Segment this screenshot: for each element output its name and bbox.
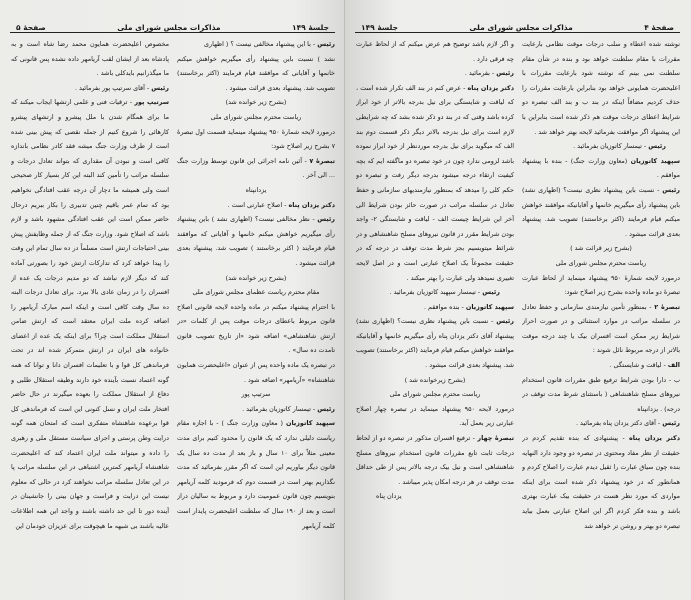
body-paragraph: با احترام پیشنهاد میکنم در ماده واحده لایحه قانونی اصلاح قانون مربوط باعطای درجات موقت پس از کلمات «در ارتش شاهنشاهی» اضافه شود «از تاریخ تصویب قانون تامدت ده سال» . bbox=[177, 302, 335, 355]
centered-heading: سرتیپ پور bbox=[241, 390, 271, 399]
speech-paragraph bbox=[11, 81, 169, 96]
column-right bbox=[177, 37, 335, 597]
centered-heading: (بشرح زیر خوانده شد) bbox=[225, 273, 287, 282]
speech-paragraph bbox=[177, 402, 335, 417]
body-paragraph: مخصوص اعلیحضرت همایون محمد رضا شاه است و به پادشاه بعد از ایشان لقب آریامهر داده نشده پس قانونی که ما میگذرانیم بایدکلی باشد . bbox=[11, 40, 169, 78]
speech-paragraph bbox=[177, 37, 335, 52]
speaker-name: دکتر یزدان پناه bbox=[288, 200, 335, 209]
speech-paragraph bbox=[177, 198, 335, 213]
publication-title: مذاکرات مجلس شورای ملی bbox=[117, 23, 221, 32]
speech-text: - نسبت باین پیشنهاد نظری نیست؟ (اظهاری نشد) باین پیشنهاد رأی میگیریم خانمها و آقایانیکه موافقند خواهش میکنم قیام فرمایند (اکثر برخاستند) تصویب شد. پیشنهاد بعدی قرائت میشود . bbox=[522, 185, 680, 238]
text-columns bbox=[10, 37, 335, 597]
speech-paragraph bbox=[356, 81, 514, 285]
speech-text: - آئین نامه اجرائی این قانون توسط وزارت جنگ ... الی آخر . bbox=[177, 156, 335, 180]
speech-text: - ترقیات فنی و علمی ارتشها ایجاب میکند که ما برای همگام شدن با ملل پیشرو و ارتشهای پیشرو کارهائی را شروع کنیم از جمله نقصی که پیش بینی شده است از طرف وزارت جنگ میشه فقد کادر نظامی باندازه کافی است و نبودن آن مقداری که بتواند تعادل درجات و سلسله مراتب را تأمین کند البته این کار بسیار کار صحیحی است ولی همیشه ما دچار آن درجه عقب افتادگی نخواهیم بود که تمام عمر باقیم چنین تدبیری را بکار ببریم درحال حاضر ممکن است این عقب افتادگی مشهود باشد و لازم باشد که اصلاح شود. وزارت جنگ که از جمله وظایفش پیش بینی احتیاجات ارتش است مسلماً در ده سال تمام این وقت را پیدا خواهد کرد که تدارکات ارتش خود را بصورتی آماده کند که دیگر لازم نباشد که دو مدیم درجات یک عده از افسران را در زمان عادی بالا ببرد. برای تعادل درجات البته ده سال وقت کافی است و اینکه اسم مبارک آریامهر را اضافه کرده ملت ایران معتقد است که ارتش ضامن استقلال مملکت است چرا؟ برای اینکه یک عده از اعضای خانواده های ایران در ارتش متمرکز شده اند در تحت فرماندهی کل قوا و با تعلیمات افسران دانا و توانا که همه گونه اعتماد نسبت بآینده خود دارند وظیفه استقلال طلبی و دفاع از استقلال مملکت را بعهده میگیرند در حال حاضر افتخار ملت ایران و نسل کنونی این است که فرماندهی کل قوا برعهده شاهنشاه متفکری است که امتحان همه گونه درایت وطن پرستی و اجرای سیاست مستقل ملی و رهبری را داده و میتواند ملت ایران اعتماد کند که اعلیحضرت شاهنشاه آریامهر کمترین اشتباهی در این سلسله مراتب پا در این تعادل سلسله مراتب نخواهند کرد در حالی که معلوم نیست این درایت و فراست و جهان بینی را جانشینان در آینده دور تا این حد داشته باشند و واجد این همه اطلاعات عالیه باشند بی شبهه ما هیچوقت برای عزیزان خودمان این bbox=[11, 98, 169, 530]
speech-text: - ترفیع افسران مذکور در تبصره دو از لحاظ درجات ثابت تابع مقررات قانون استخدام نیروهای مسلح شاهنشاهی است و نیل بیک درجه بالاتر پس از طی حداقل مدت توقف در هر درجه امکان پذیر میباشد . bbox=[356, 434, 514, 486]
speaker-name: تبصرهٔ ۷ bbox=[309, 156, 335, 165]
speech-paragraph bbox=[522, 431, 680, 533]
speaker-name: رئیس bbox=[496, 69, 514, 78]
speaker-name: رئیس bbox=[496, 317, 514, 326]
speech-text: - نظر مخالفی نیست؟ (اظهاری نشد ) باین پیشنهاد رأی میگیریم خواهش میکنم خانمها و آقایانی که موافقند قیام فرمایند ( اکثر برخاستند ) تصویب شد. پیشنهاد بعدی قرائت میشود . bbox=[177, 215, 335, 267]
speech-text: - تیمسار سپهبد کاتوزیان بفرمائید . bbox=[389, 288, 483, 297]
body-paragraph: ب - دارا بودن شرایط ترفیع طبق مقررات قانون استخدام نیروهای مسلح شاهنشاهی ( باستثنای شرط مدت توقف در درجه) . یزدانپناه bbox=[522, 375, 680, 413]
speech-text: - لیاقت و شایستگی . bbox=[609, 361, 668, 370]
body-paragraph: درمورد لایحه شمارهٔ ۹۵۰ پیشنهاد مینماید قسمت اول تبصرهٔ ۷ بشرح زیر اصلاح شود: bbox=[177, 127, 335, 151]
speaker-name: سپهبد کاتوزیان bbox=[286, 419, 335, 428]
body-paragraph: نشد ) نسبت باین پیشنهاد رأی میگیریم خواهش میکنم خانمها و آقایانی که موافقند قیام فرمایند (اکثر برخاستند) تصویب شد. پیشنهاد بعدی قرائت میشود . bbox=[177, 54, 335, 92]
speech-text: - تیمسار کاتوزیان بفرمائید . bbox=[242, 404, 318, 413]
speech-paragraph bbox=[356, 300, 514, 315]
centered-heading: مقام محترم ریاست عظمای مجلس شورای ملی bbox=[192, 288, 320, 297]
centered-heading: (بشرح زیرخوانده شد ) bbox=[404, 375, 466, 384]
speaker-name: رئیس bbox=[317, 40, 335, 48]
speech-paragraph bbox=[356, 66, 514, 81]
speech-paragraph bbox=[177, 416, 335, 533]
speech-text: - آقای دکتر یزدان پناه بفرمائید . bbox=[575, 419, 663, 428]
speech-text: (معاون وزارت جنگ) - بنده با پیشنهاد موافقم . bbox=[522, 156, 680, 180]
centered-heading: یزدانپناه bbox=[245, 185, 267, 194]
speaker-name: رئیس bbox=[482, 288, 500, 297]
column-left bbox=[11, 37, 169, 597]
page-header bbox=[10, 14, 335, 33]
speaker-name: دکتر یزدان پناه bbox=[467, 83, 514, 92]
body-paragraph: و اگر لازم باشد توضیح هم عرض میکنم که از لحاظ عبارت چه فرقی دارد . bbox=[356, 40, 514, 63]
speech-text: - تیمسار کاتوزیان بفرمائید . bbox=[573, 142, 649, 151]
speech-paragraph bbox=[522, 358, 680, 373]
speech-paragraph bbox=[522, 154, 680, 183]
body-paragraph: در تبصره یک ماده واحده پس از عنوان «اعلیحضرت همایون شاهنشاه» «آریامهر» اضافه شود . bbox=[177, 361, 335, 384]
speech-paragraph bbox=[356, 431, 514, 489]
speech-paragraph bbox=[522, 300, 680, 358]
page-header bbox=[355, 14, 680, 33]
centered-heading: (بشرح زیر قرائت شد ) bbox=[570, 244, 632, 253]
speaker-name: دکتر یزدان پناه bbox=[628, 434, 680, 443]
speech-text: - نسبت باین پیشنهاد نظری نیست؟ (اظهاری نشد) پیشنهاد آقای دکتر یزدان پناه رأی میگیریم خانمها و آقایانیکه موافقند خواهش میکنم قیام فرمایند (اکثر برخاستند) تصویب شد. پیشنهاد بعدی قرائت میشود . bbox=[356, 317, 514, 370]
speaker-name: رئیس bbox=[662, 185, 680, 194]
speech-paragraph bbox=[522, 139, 680, 154]
session-number: جلسهٔ ۱۴۹ bbox=[361, 23, 398, 32]
column-right bbox=[522, 37, 680, 597]
speaker-name: رئیس bbox=[648, 142, 666, 151]
speaker-name: سرتیپ پور bbox=[134, 98, 169, 107]
centered-heading: ریاست محترم مجلس شورای ملی bbox=[210, 112, 302, 121]
body-paragraph: درمورد لایحه ۹۵۰ پیشنهاد مینماید در تبصره چهار اصلاح عبارتی زیر بعمل آید. bbox=[356, 404, 514, 428]
page-number: صفحهٔ ۵ bbox=[16, 23, 46, 32]
body-paragraph: نوشته شده اعطاء و سلب درجات موقت نظامی بارعایت مقررات با مقام سلطنت خواهد بود و بنده در شأن مقام سلطنت نمی بینم که نوشته شود بارعایت مقررات با اعلیحضرت همایونی خواهد بود بنابراین بارعایت مقررات را حذف کردیم مضافاً اینکه در بند ب و بند الف تبصره دو شرایط اعطای درجات موقت هم ذکر شده است بنابراین با این پیشنهاد اگر موافقت بفرمائید لایحه بهتر خواهد شد . bbox=[522, 40, 680, 136]
centered-heading: (بشرح زیر خوانده شد) bbox=[225, 98, 287, 107]
speech-text: - پیشنهادی که بنده تقدیم کردم در حقیقت از نظر مفاد ومحتوی در تبصره دو وجود دارد النهایه بنده چون سیاق عبارت را ثقیل دیدم عبارت را اصلاح کردم و همانطور که در خود پیشنهاد ذکر شده است برای اینکه مواردی که مورد نظر هست در حقیقت بیک عبارت بهتری باشد و بنده فکر کردم اگر این اصلاح عبارتی بعمل بیاید تبصره دو بهتر و روشن تر خواهد شد bbox=[522, 434, 680, 530]
speech-text: ( معاون وزارت جنگ ) - با اجازه مقام ریاست دلیلی ندارد که یک قانون را محدود کنیم برای مدت معینی مثلاً برای ۱۰ سال و باز بعد از مدت ده سال یک قانون دیگر بیاوریم این است که اگر مقرر بفرمائید که مدت نگذاریم بهتر است در قسمت دوم که فرمودید کلمه آریامهر بنویسیم چون قانون عمومیت دارد و مربوط به سالیان دراز است و بعد از ۱۹۰ سال که سلطنت اعلیحضرت پایدار است کلمه آریامهر bbox=[177, 419, 335, 530]
speech-paragraph bbox=[177, 154, 335, 183]
speaker-name: رئیس bbox=[317, 404, 335, 413]
speech-text: - بفرمائید . bbox=[464, 69, 497, 78]
speech-paragraph bbox=[522, 183, 680, 241]
speech-text: - با این پیشنهاد مخالفی نیست ؟ ( اظهاری bbox=[204, 40, 318, 48]
signature: یزدان پناه bbox=[376, 492, 402, 501]
speech-text: - بمنظور تأمین نیازمندی سازمانی و حفظ تعادل در سلسله مراتب در موارد استثنائی و در صورت احراز شرایط زیر ممکن است افسران بیک یا چند درجه موقت بالاتر از درجه مربوط نائل شوند : bbox=[522, 302, 680, 355]
page-number: صفحهٔ ۴ bbox=[644, 23, 674, 32]
speaker-name: رئیس bbox=[151, 83, 169, 92]
body-paragraph: درمورد لایحه شمارهٔ ۹۵۰ پیشنهاد مینماید از لحاظ عبارت تبصرهٔ دو ماده واحده بشرح زیر اصلاح شود: bbox=[522, 273, 680, 297]
speaker-name: الف bbox=[667, 361, 680, 370]
column-left bbox=[356, 37, 514, 597]
speech-text: - آقای سرتیپ پور بفرمائید . bbox=[74, 83, 152, 92]
speaker-name: رئیس bbox=[317, 215, 335, 224]
speech-paragraph bbox=[522, 416, 680, 431]
speech-paragraph bbox=[11, 95, 169, 533]
speech-text: - بنده موافقم . bbox=[423, 302, 466, 311]
speech-paragraph bbox=[356, 285, 514, 300]
session-number: جلسهٔ ۱۴۹ bbox=[292, 23, 329, 32]
speech-paragraph bbox=[177, 212, 335, 270]
speech-paragraph bbox=[356, 314, 514, 372]
page-4 bbox=[345, 0, 690, 600]
page-5 bbox=[0, 0, 345, 600]
centered-heading: ریاست محترم مجلس شورای ملی bbox=[389, 390, 481, 399]
speaker-name: تبصرهٔ ۲ bbox=[654, 302, 680, 311]
speaker-name: سپهبد کاتوزیان bbox=[630, 156, 680, 165]
text-columns bbox=[355, 37, 680, 597]
speaker-name: سپهبد کاتوزیان bbox=[465, 302, 514, 311]
speech-text: - عرض کنم در بند الف تکرار شده است ، که لیاقت و شایستگی برای نیل بدرجه بالاتر از خود ابراز کرده باشد وقتی که در بند دو ذکر شده بشد که چه شرایطی لازم است برای نیل بدرجه بالاتر دیگر ذکر قسمت دوم بند الف که میگوید برای نیل بدرجه موردنظر از خود ابراز نموده باشد لزومی ندارد چون در خود تبصره دو ماگفته ایم که بچه کیفیت ارتقاء درجه میشود بدرجه دیگر رفت و تبصره دو حکم کلی را میدهد که بمنظور نیازمندیهای سازمانی و حفظ تعادل در سلسله مراتب در صورت حائز بودن شرایط الی آخر این شرایط چیست الف - لیاقت و شایستگی ۲- واجد بودن شرایط مقرر در قانون نیروهای مسلح شاهنشاهی و در شرائط میتویسیم بجز شرط مدت توقف در درجه که در حقیقت مجموعاً یک اصلاح عبارتی است و در اصل لایحه تغییری نمیدهد ولی عبارت را بهتر میکند . bbox=[356, 83, 514, 282]
speech-text: - اصلاح عبارتی است . bbox=[227, 200, 289, 209]
centered-heading: ریاست محترم مجلس شورای ملی bbox=[555, 258, 647, 267]
speaker-name: رئیس bbox=[662, 419, 680, 428]
publication-title: مذاکرات مجلس شورای ملی bbox=[469, 23, 573, 32]
speaker-name: تبصرهٔ چهار bbox=[477, 434, 514, 443]
